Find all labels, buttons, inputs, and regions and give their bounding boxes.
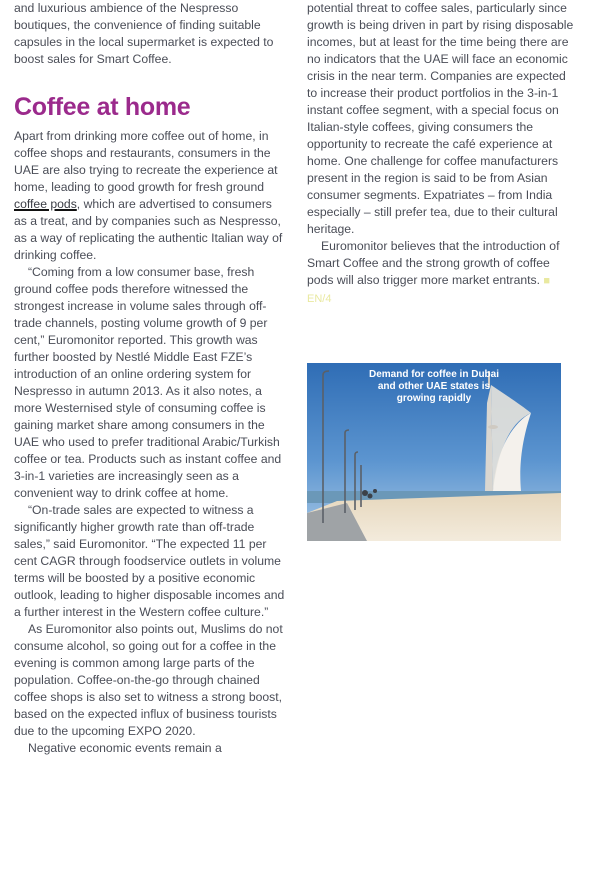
paragraph-1 — [14, 128, 286, 264]
right-column — [307, 0, 577, 308]
paragraph-5: Negative economic events remain a — [28, 741, 222, 755]
caption-line-2: and other UAE states is — [377, 381, 491, 392]
end-mark: ■ EN/4 — [307, 275, 551, 305]
paragraph-4: As Euromonitor also points out, Muslims do not consume alcohol, so going out for a coffee in the evening is common among large parts of the population. Coffee-on-the-go through chained coffee shops is also set to witness a strong boost, based on the expected influx of business tourists due to the upcoming EXPO 2020. — [14, 622, 283, 738]
paragraph-1-text-end: , which are advertised to consumers as a treat, and by companies such as Nespresso, as a way of replicating the authentic Italian way of drinking coffee. — [14, 197, 283, 262]
paragraph-2: “Coming from a low consumer base, fresh ground coffee pods therefore witnessed the strongest increase in volume sales through off-trade channels, posting volume growth of 9 per cent,” Euromonitor reported. This growth was further boosted by Nestlé Middle East FZE’s introduction of an online ordering system for Nespresso in autumn 2013. As it also notes, a more Westernised style of consuming coffee is gaining market share among consumers in the UAE who used to prefer traditional Arabic/Turkish coffee or tea. Products such as instant coffee and 3-in-1 varieties are increasingly seen as a convenient way to drink coffee at home. — [14, 265, 282, 500]
paragraph-3: “On-trade sales are expected to witness a significantly higher growth rate than off-trade sales,” said Euromonitor. “The expected 11 per cent CAGR through foodservice outlets in volume terms will be boosted by a positive economic outlook, leading to higher disposable incomes and a further interest in the Western coffee culture.” — [14, 503, 285, 619]
caption-line-3: growing rapidly — [396, 393, 472, 404]
section-heading: Coffee at home — [14, 93, 191, 121]
paragraph-1-text-start: Apart from drinking more coffee out of home, in coffee shops and restaurants, consumers in the UAE are also trying to recreate the experience at home, leading to good growth for fresh ground — [14, 129, 278, 194]
dubai-photo — [307, 363, 561, 541]
caption-line-1: Demand for coffee in Dubai — [368, 369, 499, 380]
right-paragraph-2 — [307, 238, 577, 308]
right-paragraph-1: potential threat to coffee sales, particularly since growth is being driven in part by rising disposable incomes, but at least for the time being there are no indicators that the UAE will face an economic crisis in the near term. Companies are expected to increase their product portfolios in the 3-in-1 instant coffee segment, with a special focus on Italian-style coffees, giving consumers the opportunity to recreate the café experience at home. One challenge for coffee manufacturers present in the region is said to be from Asian consumer segments. Expatriates – from India especially – still prefer tea, due to their cultural heritage. — [307, 1, 574, 236]
intro-paragraph: and luxurious ambience of the Nespresso boutiques, the convenience of finding suitable capsules in the local supermarket is expected to boost sales for Smart Coffee. — [14, 1, 274, 66]
photo-caption — [307, 369, 561, 405]
left-column — [14, 0, 286, 757]
right-paragraph-2-text: Euromonitor believes that the introduction of Smart Coffee and the strong growth of coffee pods will also trigger more market entrants. — [307, 239, 560, 287]
underlined-term: coffee pods — [14, 197, 77, 211]
